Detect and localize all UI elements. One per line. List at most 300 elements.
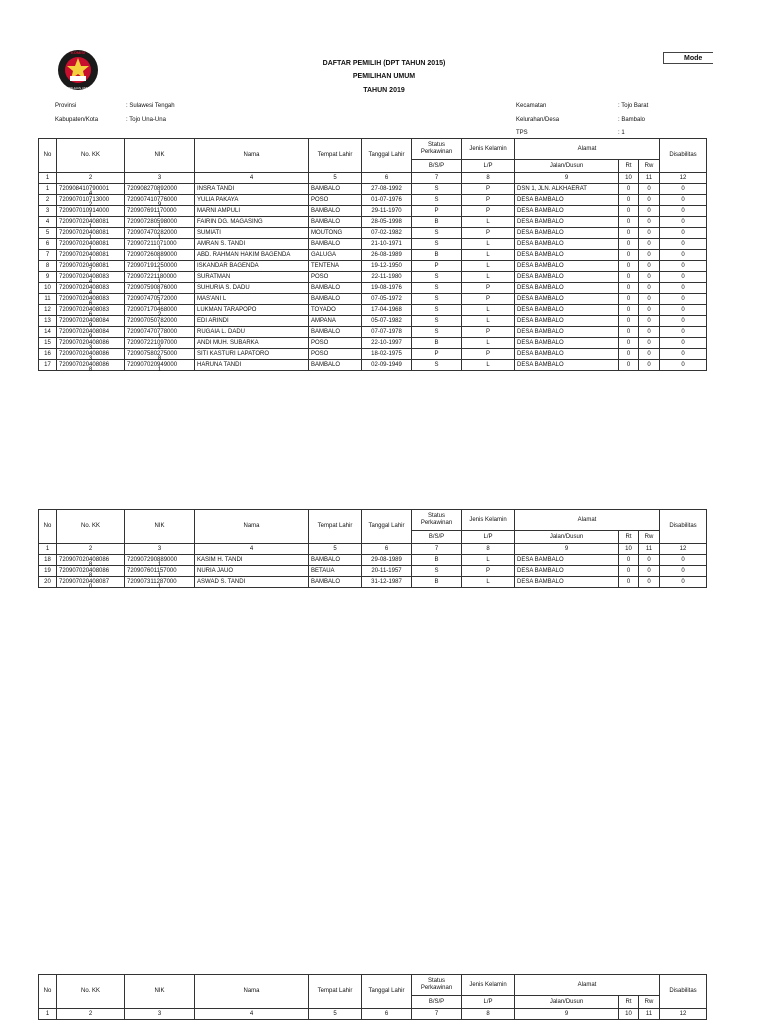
row-rw: 0 xyxy=(639,294,660,305)
row-kk-suffix: 1 xyxy=(88,213,93,219)
row-no: 15 xyxy=(39,338,57,349)
row-kk xyxy=(57,316,125,327)
row-tempat-lahir: BETAUA xyxy=(309,566,362,577)
row-disabilitas: 0 xyxy=(660,577,707,588)
kecamatan-label: Kecamatan xyxy=(516,103,547,109)
row-rt: 0 xyxy=(619,349,639,360)
row-kk-suffix: 8 xyxy=(88,573,93,579)
row-kk xyxy=(57,184,125,195)
row-rt: 0 xyxy=(619,338,639,349)
table-row xyxy=(39,195,707,206)
table-row xyxy=(39,239,707,250)
col-tempat-lahir: Tempat Lahir xyxy=(309,139,362,173)
col-rw: Rw xyxy=(639,531,660,544)
row-tempat-lahir: BAMBALO xyxy=(309,283,362,294)
col-jenis-sub: L/P xyxy=(462,996,515,1009)
row-rw: 0 xyxy=(639,206,660,217)
row-nik-suffix: 1 xyxy=(157,290,162,296)
row-jenis-kelamin: P xyxy=(462,566,515,577)
svg-text:PEMILIHAN UMUM: PEMILIHAN UMUM xyxy=(64,86,92,90)
row-tempat-lahir: TENTENA xyxy=(309,261,362,272)
row-tempat-lahir: BAMBALO xyxy=(309,184,362,195)
table-row xyxy=(39,250,707,261)
row-disabilitas: 0 xyxy=(660,294,707,305)
table-row xyxy=(39,283,707,294)
row-kk-suffix: 0 xyxy=(88,584,93,590)
row-disabilitas: 0 xyxy=(660,349,707,360)
table-row xyxy=(39,217,707,228)
row-nik-suffix: 1 xyxy=(157,268,162,274)
row-nik xyxy=(125,360,195,371)
row-rt: 0 xyxy=(619,217,639,228)
row-tanggal-lahir: 31-12-1987 xyxy=(362,577,412,588)
row-nik-main: 720907191250000 xyxy=(127,262,178,269)
row-no: 12 xyxy=(39,305,57,316)
col-nama: Nama xyxy=(195,510,309,544)
row-nik-suffix: 1 xyxy=(157,573,162,579)
row-kk xyxy=(57,272,125,283)
row-tempat-lahir: BAMBALO xyxy=(309,360,362,371)
row-status: S xyxy=(412,360,462,371)
column-index: 10 xyxy=(619,173,639,184)
row-kk-suffix: 9 xyxy=(88,334,93,340)
row-tanggal-lahir: 19-12-1950 xyxy=(362,261,412,272)
col-jenis-sub: L/P xyxy=(462,531,515,544)
row-nik-suffix: 1 xyxy=(157,279,162,285)
row-nik-suffix: 1 xyxy=(157,562,162,568)
column-index: 6 xyxy=(362,544,412,555)
row-nik xyxy=(125,184,195,195)
col-nama: Nama xyxy=(195,139,309,173)
row-jenis-kelamin: L xyxy=(462,338,515,349)
col-alamat: Alamat xyxy=(515,139,660,160)
row-nik-main: 720907020949000 xyxy=(127,361,178,368)
row-nama: EDI ARINDI xyxy=(195,316,309,327)
col-status-sub: B/S/P xyxy=(412,996,462,1009)
row-nik-main: 720907211071000 xyxy=(127,240,177,247)
row-status: P xyxy=(412,349,462,360)
row-alamat: DESA BAMBALO xyxy=(515,217,619,228)
row-nama: SUMIATI xyxy=(195,228,309,239)
row-kk-suffix: 4 xyxy=(88,279,93,285)
row-nik xyxy=(125,555,195,566)
column-index: 4 xyxy=(195,1009,309,1020)
row-no: 1 xyxy=(39,184,57,195)
row-status: B xyxy=(412,217,462,228)
row-rt: 0 xyxy=(619,239,639,250)
row-no: 2 xyxy=(39,195,57,206)
row-rt: 0 xyxy=(619,206,639,217)
row-nik-suffix: 1 xyxy=(157,235,162,241)
col-nik: NIK xyxy=(125,510,195,544)
row-kk-main: 720907020408083 xyxy=(59,306,110,313)
provinsi-label: Provinsi xyxy=(55,103,77,109)
col-rw: Rw xyxy=(639,996,660,1009)
row-rt: 0 xyxy=(619,316,639,327)
row-kk-suffix: 4 xyxy=(88,290,93,296)
column-index: 3 xyxy=(125,173,195,184)
column-index-row xyxy=(39,1009,707,1020)
row-no: 4 xyxy=(39,217,57,228)
row-jenis-kelamin: L xyxy=(462,272,515,283)
col-kk: No. KK xyxy=(57,139,125,173)
row-kk xyxy=(57,349,125,360)
row-alamat: DESA BAMBALO xyxy=(515,360,619,371)
row-nik-main: 720907050782000 xyxy=(127,317,178,324)
row-tempat-lahir: BAMBALO xyxy=(309,577,362,588)
column-index: 11 xyxy=(639,173,660,184)
row-jenis-kelamin: L xyxy=(462,316,515,327)
row-kk xyxy=(57,217,125,228)
row-nama: RUGAIA L. DADU xyxy=(195,327,309,338)
row-jenis-kelamin: P xyxy=(462,283,515,294)
column-index-row xyxy=(39,173,707,184)
row-kk xyxy=(57,555,125,566)
row-tanggal-lahir: 18-02-1975 xyxy=(362,349,412,360)
row-tanggal-lahir: 07-05-1972 xyxy=(362,294,412,305)
row-kk-suffix: 1 xyxy=(88,235,93,241)
row-rt: 0 xyxy=(619,555,639,566)
row-rt: 0 xyxy=(619,272,639,283)
row-nik xyxy=(125,349,195,360)
row-nama: SURATMAN xyxy=(195,272,309,283)
table-row xyxy=(39,272,707,283)
row-rt: 0 xyxy=(619,327,639,338)
table-row xyxy=(39,555,707,566)
column-index: 10 xyxy=(619,1009,639,1020)
column-index: 3 xyxy=(125,544,195,555)
row-jenis-kelamin: P xyxy=(462,206,515,217)
row-kk-suffix: 8 xyxy=(88,367,93,373)
col-alamat: Alamat xyxy=(515,975,660,996)
row-kk-suffix: 7 xyxy=(88,268,93,274)
col-tanggal-lahir: Tanggal Lahir xyxy=(362,975,412,1009)
table-row xyxy=(39,349,707,360)
voter-table-page-3 xyxy=(38,974,707,1020)
col-tempat-lahir: Tempat Lahir xyxy=(309,975,362,1009)
row-jenis-kelamin: P xyxy=(462,327,515,338)
row-kk xyxy=(57,305,125,316)
row-status: P xyxy=(412,261,462,272)
row-jenis-kelamin: L xyxy=(462,305,515,316)
row-alamat: DESA BAMBALO xyxy=(515,272,619,283)
row-disabilitas: 0 xyxy=(660,217,707,228)
row-nik-suffix: 1 xyxy=(157,224,162,230)
row-disabilitas: 0 xyxy=(660,206,707,217)
row-no: 5 xyxy=(39,228,57,239)
row-nik-main: 720907470778000 xyxy=(127,328,178,335)
row-kk-main: 720907020408086 xyxy=(59,350,110,357)
title-line-2: PEMILIHAN UMUM xyxy=(352,73,416,80)
row-nik-main: 720907170468000 xyxy=(127,306,178,313)
row-rw: 0 xyxy=(639,184,660,195)
row-rw: 0 xyxy=(639,239,660,250)
row-jenis-kelamin: L xyxy=(462,239,515,250)
row-alamat: DESA BAMBALO xyxy=(515,349,619,360)
row-nik xyxy=(125,228,195,239)
column-index: 4 xyxy=(195,173,309,184)
col-kk: No. KK xyxy=(57,510,125,544)
row-nama: LUKMAN TARAPOPO xyxy=(195,305,309,316)
table-row xyxy=(39,294,707,305)
row-kk-suffix: 1 xyxy=(88,224,93,230)
row-rw: 0 xyxy=(639,566,660,577)
row-status: B xyxy=(412,338,462,349)
row-kk-main: 720907020408086 xyxy=(59,567,110,574)
row-nik xyxy=(125,327,195,338)
row-status: B xyxy=(412,577,462,588)
row-kk xyxy=(57,206,125,217)
tps-value: : 1 xyxy=(618,130,625,136)
row-alamat: DESA BAMBALO xyxy=(515,294,619,305)
column-index: 12 xyxy=(660,1009,707,1020)
title-line-3: TAHUN 2019 xyxy=(363,87,405,94)
column-index: 12 xyxy=(660,173,707,184)
row-nik-main: 720907691170000 xyxy=(127,207,177,214)
row-status: S xyxy=(412,305,462,316)
row-nik-main: 720907280598000 xyxy=(127,218,178,225)
row-kk xyxy=(57,195,125,206)
row-kk-main: 720907010914000 xyxy=(59,207,110,214)
col-tanggal-lahir: Tanggal Lahir xyxy=(362,510,412,544)
row-nama: MAS'ANI L xyxy=(195,294,309,305)
col-alamat: Alamat xyxy=(515,510,660,531)
row-rt: 0 xyxy=(619,184,639,195)
row-no: 8 xyxy=(39,261,57,272)
row-kk-suffix: 1 xyxy=(88,257,93,263)
col-nik: NIK xyxy=(125,139,195,173)
row-tempat-lahir: BAMBALO xyxy=(309,239,362,250)
row-nama: NURIA JAUO xyxy=(195,566,309,577)
row-nik-suffix: 1 xyxy=(157,367,162,373)
row-nik xyxy=(125,206,195,217)
kelurahan-value: : Bambalo xyxy=(618,117,646,123)
row-kk xyxy=(57,294,125,305)
row-disabilitas: 0 xyxy=(660,283,707,294)
row-kk-main: 720907020408081 xyxy=(59,240,110,247)
col-tempat-lahir: Tempat Lahir xyxy=(309,510,362,544)
row-jenis-kelamin: P xyxy=(462,195,515,206)
row-tempat-lahir: TOYADO xyxy=(309,305,362,316)
column-index: 12 xyxy=(660,544,707,555)
row-status: S xyxy=(412,239,462,250)
row-kk-main: 720907010713000 xyxy=(59,196,110,203)
col-jalan: Jalan/Dusun xyxy=(515,996,619,1009)
row-alamat: DESA BAMBALO xyxy=(515,228,619,239)
row-rt: 0 xyxy=(619,250,639,261)
row-status: S xyxy=(412,195,462,206)
row-kk-suffix: 3 xyxy=(88,356,93,362)
voter-table-page-1 xyxy=(38,138,707,371)
row-tempat-lahir: BAMBALO xyxy=(309,555,362,566)
row-rw: 0 xyxy=(639,250,660,261)
row-kk xyxy=(57,360,125,371)
row-rt: 0 xyxy=(619,305,639,316)
row-tempat-lahir: POSO xyxy=(309,195,362,206)
row-kk-main: 720907020408084 xyxy=(59,317,110,324)
row-tanggal-lahir: 22-10-1997 xyxy=(362,338,412,349)
col-rw: Rw xyxy=(639,160,660,173)
row-tanggal-lahir: 05-07-1982 xyxy=(362,316,412,327)
row-kk-suffix: 3 xyxy=(88,345,93,351)
row-disabilitas: 0 xyxy=(660,338,707,349)
row-kk xyxy=(57,566,125,577)
row-nik xyxy=(125,338,195,349)
col-jenis-sub: L/P xyxy=(462,160,515,173)
row-nama: ABD. RAHMAN HAKIM BAGENDA xyxy=(195,250,309,261)
row-tanggal-lahir: 17-04-1968 xyxy=(362,305,412,316)
table-row xyxy=(39,360,707,371)
row-status: S xyxy=(412,272,462,283)
row-disabilitas: 0 xyxy=(660,239,707,250)
row-tempat-lahir: GALUGA xyxy=(309,250,362,261)
row-no: 19 xyxy=(39,566,57,577)
col-no: No xyxy=(39,510,57,544)
kecamatan-value: : Tojo Barat xyxy=(618,103,649,109)
row-rw: 0 xyxy=(639,228,660,239)
col-jalan: Jalan/Dusun xyxy=(515,160,619,173)
column-index: 9 xyxy=(515,544,619,555)
row-alamat: DESA BAMBALO xyxy=(515,566,619,577)
row-status: S xyxy=(412,327,462,338)
row-kk xyxy=(57,577,125,588)
row-nik-main: 720908270892000 xyxy=(127,185,178,192)
column-index: 11 xyxy=(639,544,660,555)
table-row xyxy=(39,566,707,577)
column-index: 6 xyxy=(362,173,412,184)
row-tempat-lahir: POSO xyxy=(309,349,362,360)
row-nik-main: 720907470282000 xyxy=(127,229,178,236)
row-nama: ISKANDAR BAGENDA xyxy=(195,261,309,272)
row-no: 14 xyxy=(39,327,57,338)
row-kk xyxy=(57,228,125,239)
table-row xyxy=(39,261,707,272)
row-nama: FAIRIN DG. MAGASING xyxy=(195,217,309,228)
row-nama: SITI KASTURI LAPATORO xyxy=(195,349,309,360)
row-alamat: DESA BAMBALO xyxy=(515,283,619,294)
row-nik xyxy=(125,294,195,305)
row-nik xyxy=(125,217,195,228)
row-disabilitas: 0 xyxy=(660,360,707,371)
row-rt: 0 xyxy=(619,228,639,239)
row-tanggal-lahir: 07-07-1978 xyxy=(362,327,412,338)
row-nik xyxy=(125,250,195,261)
row-rt: 0 xyxy=(619,360,639,371)
row-no: 16 xyxy=(39,349,57,360)
row-kk-main: 720907020408081 xyxy=(59,262,110,269)
row-kk-suffix: 4 xyxy=(88,191,93,197)
col-disabilitas: Disabilitas xyxy=(660,510,707,544)
row-kk-main: 720908410790001 xyxy=(59,185,110,192)
col-tanggal-lahir: Tanggal Lahir xyxy=(362,139,412,173)
row-rw: 0 xyxy=(639,316,660,327)
svg-text:KOMISI: KOMISI xyxy=(70,50,86,55)
row-kk xyxy=(57,327,125,338)
row-status: S xyxy=(412,316,462,327)
row-alamat: DESA BAMBALO xyxy=(515,577,619,588)
row-nik-suffix: 1 xyxy=(157,246,162,252)
row-alamat: DESA BAMBALO xyxy=(515,327,619,338)
row-tanggal-lahir: 26-08-1989 xyxy=(362,250,412,261)
row-rw: 0 xyxy=(639,327,660,338)
row-rw: 0 xyxy=(639,195,660,206)
row-nik-suffix: 1 xyxy=(157,334,162,340)
kelurahan-label: Kelurahan/Desa xyxy=(516,117,560,123)
row-nik-suffix: 1 xyxy=(157,257,162,263)
row-no: 13 xyxy=(39,316,57,327)
row-status: B xyxy=(412,555,462,566)
row-nik xyxy=(125,272,195,283)
row-status: S xyxy=(412,566,462,577)
row-jenis-kelamin: P xyxy=(462,349,515,360)
row-jenis-kelamin: L xyxy=(462,577,515,588)
column-index: 7 xyxy=(412,1009,462,1020)
column-index: 5 xyxy=(309,1009,362,1020)
row-nik-suffix: 1 xyxy=(157,323,162,329)
row-disabilitas: 0 xyxy=(660,327,707,338)
row-no: 17 xyxy=(39,360,57,371)
col-rt: Rt xyxy=(619,996,639,1009)
row-nama: HARUNA TANDI xyxy=(195,360,309,371)
column-index: 8 xyxy=(462,544,515,555)
column-index: 4 xyxy=(195,544,309,555)
col-jalan: Jalan/Dusun xyxy=(515,531,619,544)
column-index: 9 xyxy=(515,173,619,184)
row-kk-main: 720907020408081 xyxy=(59,229,110,236)
row-nik-main: 720907410776000 xyxy=(127,196,178,203)
col-disabilitas: Disabilitas xyxy=(660,139,707,173)
column-index: 2 xyxy=(57,544,125,555)
row-rw: 0 xyxy=(639,360,660,371)
row-nik xyxy=(125,283,195,294)
row-tempat-lahir: MOUTONG xyxy=(309,228,362,239)
row-nik-main: 720907260889000 xyxy=(127,251,178,258)
row-kk-main: 720907020408081 xyxy=(59,251,110,258)
row-nik xyxy=(125,566,195,577)
row-nik-suffix: 2 xyxy=(157,312,162,318)
row-nik-main: 720907221097000 xyxy=(127,339,178,346)
column-index: 2 xyxy=(57,173,125,184)
row-nik xyxy=(125,239,195,250)
row-tanggal-lahir: 19-08-1976 xyxy=(362,283,412,294)
row-nama: MARNI AMPULI xyxy=(195,206,309,217)
kpu-logo xyxy=(56,46,100,92)
row-kk xyxy=(57,338,125,349)
row-kk xyxy=(57,283,125,294)
table-row xyxy=(39,327,707,338)
row-no: 6 xyxy=(39,239,57,250)
kabupaten-label: Kabupaten/Kota xyxy=(55,117,99,123)
row-nik-suffix: 1 xyxy=(157,584,162,590)
column-index: 10 xyxy=(619,544,639,555)
row-kk-main: 720907020408086 xyxy=(59,556,110,563)
row-tanggal-lahir: 29-11-1970 xyxy=(362,206,412,217)
row-rw: 0 xyxy=(639,217,660,228)
row-jenis-kelamin: P xyxy=(462,184,515,195)
row-no: 9 xyxy=(39,272,57,283)
column-index: 5 xyxy=(309,544,362,555)
column-index: 2 xyxy=(57,1009,125,1020)
row-status: S xyxy=(412,283,462,294)
col-disabilitas: Disabilitas xyxy=(660,975,707,1009)
row-kk xyxy=(57,239,125,250)
column-index: 1 xyxy=(39,1009,57,1020)
row-nik xyxy=(125,261,195,272)
row-kk-main: 720907020408086 xyxy=(59,339,110,346)
row-kk-main: 720907020408083 xyxy=(59,295,110,302)
row-nama: YULIA PAKAYA xyxy=(195,195,309,206)
row-kk-suffix: 6 xyxy=(88,301,93,307)
